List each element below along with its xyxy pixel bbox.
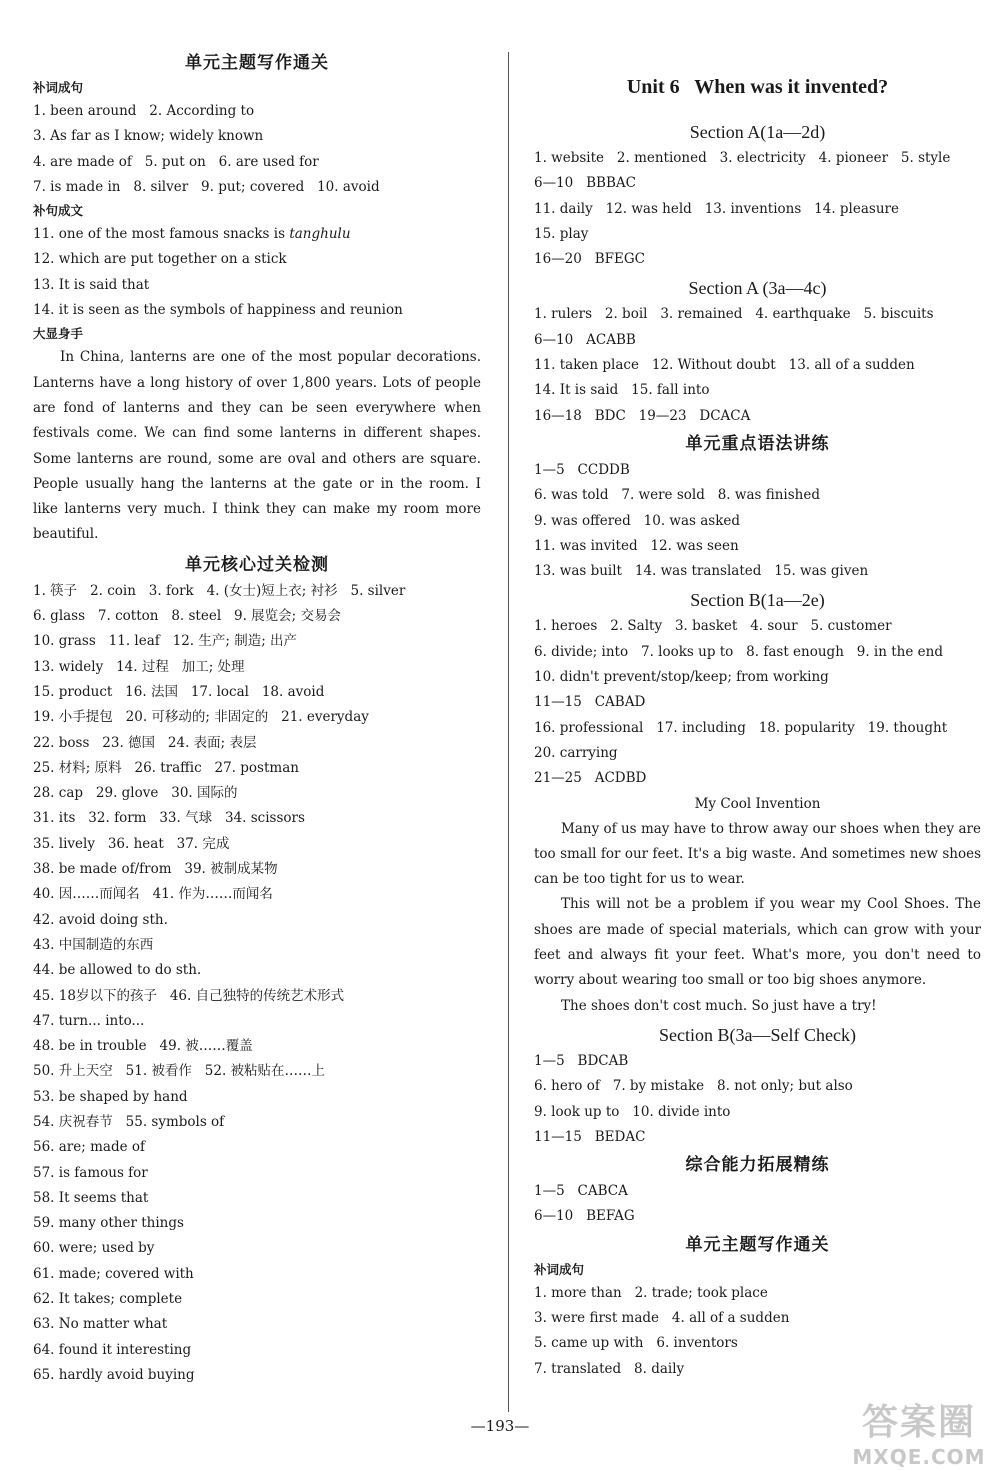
answer-line: 6. glass 7. cotton 8. steel 9. 展览会; 交易会	[33, 608, 342, 625]
fill-words-answers	[33, 99, 481, 200]
answer-line: 50. 升上天空 51. 被看作 52. 被粘贴在……上	[33, 1063, 326, 1080]
answer-line: 40. 因……而闻名 41. 作为……而闻名	[33, 886, 273, 903]
subheading-fill-words-right: 补词成句	[534, 1261, 585, 1277]
section-b-1a-2e-answers	[534, 614, 981, 791]
answer-line: 14. it is seen as the symbols of happiness and reunion	[33, 302, 403, 319]
answer-line: 19. 小手提包 20. 可移动的; 非固定的 21. everyday	[33, 709, 369, 726]
answer-line: 44. be allowed to do sth.	[33, 962, 202, 979]
essay-paragraph: Many of us may have to throw away our shoes when they are too small for our feet. It's a big waste. And sometimes new shoes can be too tight for us to wear.	[534, 820, 981, 888]
answer-line: 35. lively 36. heat 37. 完成	[33, 835, 230, 852]
answer-line: 16—20 BFEGC	[534, 251, 645, 268]
watermark-text: 答案圈	[861, 1402, 976, 1443]
answer-line: 31. its 32. form 33. 气球 34. scissors	[33, 810, 305, 827]
answer-line: 10. grass 11. leaf 12. 生产; 制造; 出产	[33, 633, 298, 650]
core-check-answers	[33, 579, 481, 1389]
cool-invention-essay	[534, 817, 981, 1019]
answer-line: 1. rulers 2. boil 3. remained 4. earthquake 5. biscuits	[534, 306, 934, 323]
answer-line: 62. It takes; complete	[33, 1291, 183, 1308]
answer-line: 65. hardly avoid buying	[33, 1366, 195, 1383]
section-a-1a-2d-answers	[534, 146, 981, 272]
answer-line: 48. be in trouble 49. 被……覆盖	[33, 1038, 253, 1055]
section-b-self-check-answers	[534, 1049, 981, 1150]
answer-line: 1—5 CABCA	[534, 1183, 628, 1200]
answer-line: 6. hero of 7. by mistake 8. not only; but also	[534, 1078, 853, 1095]
subheading-show: 大显身手	[33, 326, 84, 342]
grammar-title: 单元重点语法讲练	[685, 433, 830, 454]
section-title-writing: 单元主题写作通关	[185, 53, 329, 73]
unit-title: Unit 6 When was it invented?	[626, 76, 889, 98]
answer-line: 3. were first made 4. all of a sudden	[534, 1309, 790, 1326]
column-divider	[508, 52, 509, 1412]
answer-line: 57. is famous for	[33, 1164, 148, 1181]
answer-line: 7. is made in 8. silver 9. put; covered 10. avoid	[33, 178, 380, 195]
answer-line: 5. came up with 6. inventors	[534, 1335, 738, 1352]
answer-line: 11. taken place 12. Without doubt 13. all of a sudden	[534, 357, 915, 374]
answer-line: 7. translated 8. daily	[534, 1360, 685, 1377]
writing-answers-right	[534, 1281, 981, 1382]
answer-line: 15. play	[534, 225, 589, 242]
answer-line: 53. be shaped by hand	[33, 1088, 188, 1105]
answer-line: 13. It is said that	[33, 276, 150, 293]
answer-line: 63. No matter what	[33, 1316, 168, 1333]
answer-line: 54. 庆祝春节 55. symbols of	[33, 1113, 225, 1130]
writing-title-right: 单元主题写作通关	[685, 1234, 830, 1255]
answer-line: 58. It seems that	[33, 1189, 149, 1206]
subheading-complete-sentences: 补句成文	[33, 203, 84, 219]
answer-line: 21—25 ACDBD	[534, 770, 647, 787]
left-column	[33, 48, 481, 1388]
answer-line: 38. be made of/from 39. 被制成某物	[33, 861, 278, 878]
answer-line: 1. heroes 2. Salty 3. basket 4. sour 5. customer	[534, 618, 892, 635]
answer-line: 1—5 BDCAB	[534, 1052, 629, 1069]
section-b-1a-2e-title: Section B(1a—2e)	[690, 590, 825, 611]
answer-line: 11. daily 12. was held 13. inventions 14. pleasure	[534, 200, 899, 217]
essay-title: My Cool Invention	[694, 795, 821, 812]
subheading-fill-words: 补词成句	[33, 80, 84, 95]
answer-line: 11. was invited 12. was seen	[534, 537, 739, 554]
answer-line: 6—10 BEFAG	[534, 1208, 635, 1225]
answer-line: 1—5 CCDDB	[534, 461, 630, 478]
comprehensive-title: 综合能力拓展精练	[685, 1155, 830, 1176]
answer-line: 28. cap 29. glove 30. 国际的	[33, 785, 238, 802]
answer-line: 59. many other things	[33, 1215, 184, 1232]
section-a-1a-2d-title: Section A(1a—2d)	[689, 122, 826, 142]
lantern-essay: In China, lanterns are one of the most popular decorations. Lanterns have a long history of over 1,800 years. Lots of people are fond of lanterns and they can be seen everywhere when festivals come. We can find some lanterns in different shapes. Some lanterns are round, some are oval and others are square. People usually hang the lanterns at the gate or in the room. I like lanterns very much. I think they can make my room more beautiful.	[33, 349, 481, 543]
watermark-url: MXQE.COM	[852, 1445, 986, 1469]
answer-line: 1. been around 2. According to	[33, 103, 255, 119]
answer-line: 61. made; covered with	[33, 1265, 194, 1282]
answer-line: 20. carrying	[534, 744, 618, 761]
answer-line	[33, 222, 481, 247]
answer-11-italic: tanghulu	[289, 226, 351, 243]
answer-line: 10. didn't prevent/stop/keep; from working	[534, 669, 829, 686]
answer-line: 14. It is said 15. fall into	[534, 382, 710, 399]
section-a-3a-4c-title: Section A (3a—4c)	[688, 278, 827, 299]
answer-line: 1. more than 2. trade; took place	[534, 1284, 768, 1301]
answer-line: 3. As far as I know; widely known	[33, 128, 264, 145]
answer-line: 13. was built 14. was translated 15. was given	[534, 563, 869, 580]
answer-line: 16. professional 17. including 18. popularity 19. thought	[534, 719, 948, 736]
comprehensive-answers	[534, 1179, 981, 1230]
answer-line: 22. boss 23. 德国 24. 表面; 表层	[33, 734, 257, 751]
answer-line: 9. look up to 10. divide into	[534, 1103, 731, 1120]
answer-line: 60. were; used by	[33, 1240, 155, 1257]
section-a-3a-4c-answers	[534, 302, 981, 428]
answer-line: 6. divide; into 7. looks up to 8. fast enough 9. in the end	[534, 643, 943, 660]
answer-line: 45. 18岁以下的孩子 46. 自己独特的传统艺术形式	[33, 987, 345, 1004]
watermark-logo	[844, 1394, 994, 1469]
answer-line: 25. 材料; 原料 26. traffic 27. postman	[33, 759, 299, 776]
answer-line: 15. product 16. 法国 17. local 18. avoid	[33, 683, 325, 700]
answer-line: 64. found it interesting	[33, 1341, 192, 1358]
answer-line: 6—10 ACABB	[534, 331, 636, 348]
essay-paragraph: The shoes don't cost much. So just have a try!	[561, 997, 877, 1014]
answer-line: 4. are made of 5. put on 6. are used for	[33, 153, 319, 170]
section-b-self-check-title: Section B(3a—Self Check)	[659, 1024, 856, 1045]
answer-line: 11—15 BEDAC	[534, 1128, 646, 1145]
essay-paragraph: This will not be a problem if you wear my Cool Shoes. The shoes are made of special materials, which can grow with your feet and always fit your feet. What's more, you don't need to worry about wearing too small or too big shoes anymore.	[534, 896, 981, 989]
answer-line: 1. website 2. mentioned 3. electricity 4. pioneer 5. style	[534, 150, 951, 166]
answer-line: 6—10 BBBAC	[534, 175, 636, 192]
complete-sentences-answers	[33, 247, 481, 323]
answer-line: 42. avoid doing sth.	[33, 911, 168, 928]
answer-11-prefix: 11. one of the most famous snacks is	[33, 226, 290, 243]
right-column	[534, 48, 981, 1382]
answer-line: 6. was told 7. were sold 8. was finished	[534, 487, 820, 504]
answer-line: 47. turn... into...	[33, 1012, 145, 1029]
answer-line: 12. which are put together on a stick	[33, 251, 287, 268]
page-number: —193—	[470, 1417, 530, 1435]
section-title-core-check: 单元核心过关检测	[185, 554, 329, 575]
answer-line: 1. 筷子 2. coin 3. fork 4. (女士)短上衣; 衬衫 5. silver	[33, 582, 406, 599]
answer-line: 11—15 CABAD	[534, 694, 646, 711]
answer-line: 56. are; made of	[33, 1139, 145, 1156]
grammar-answers	[534, 458, 981, 584]
answer-line: 43. 中国制造的东西	[33, 936, 154, 953]
answer-line: 9. was offered 10. was asked	[534, 512, 741, 529]
answer-line: 13. widely 14. 过程 加工; 处理	[33, 658, 245, 675]
answer-line: 16—18 BDC 19—23 DCACA	[534, 407, 751, 424]
